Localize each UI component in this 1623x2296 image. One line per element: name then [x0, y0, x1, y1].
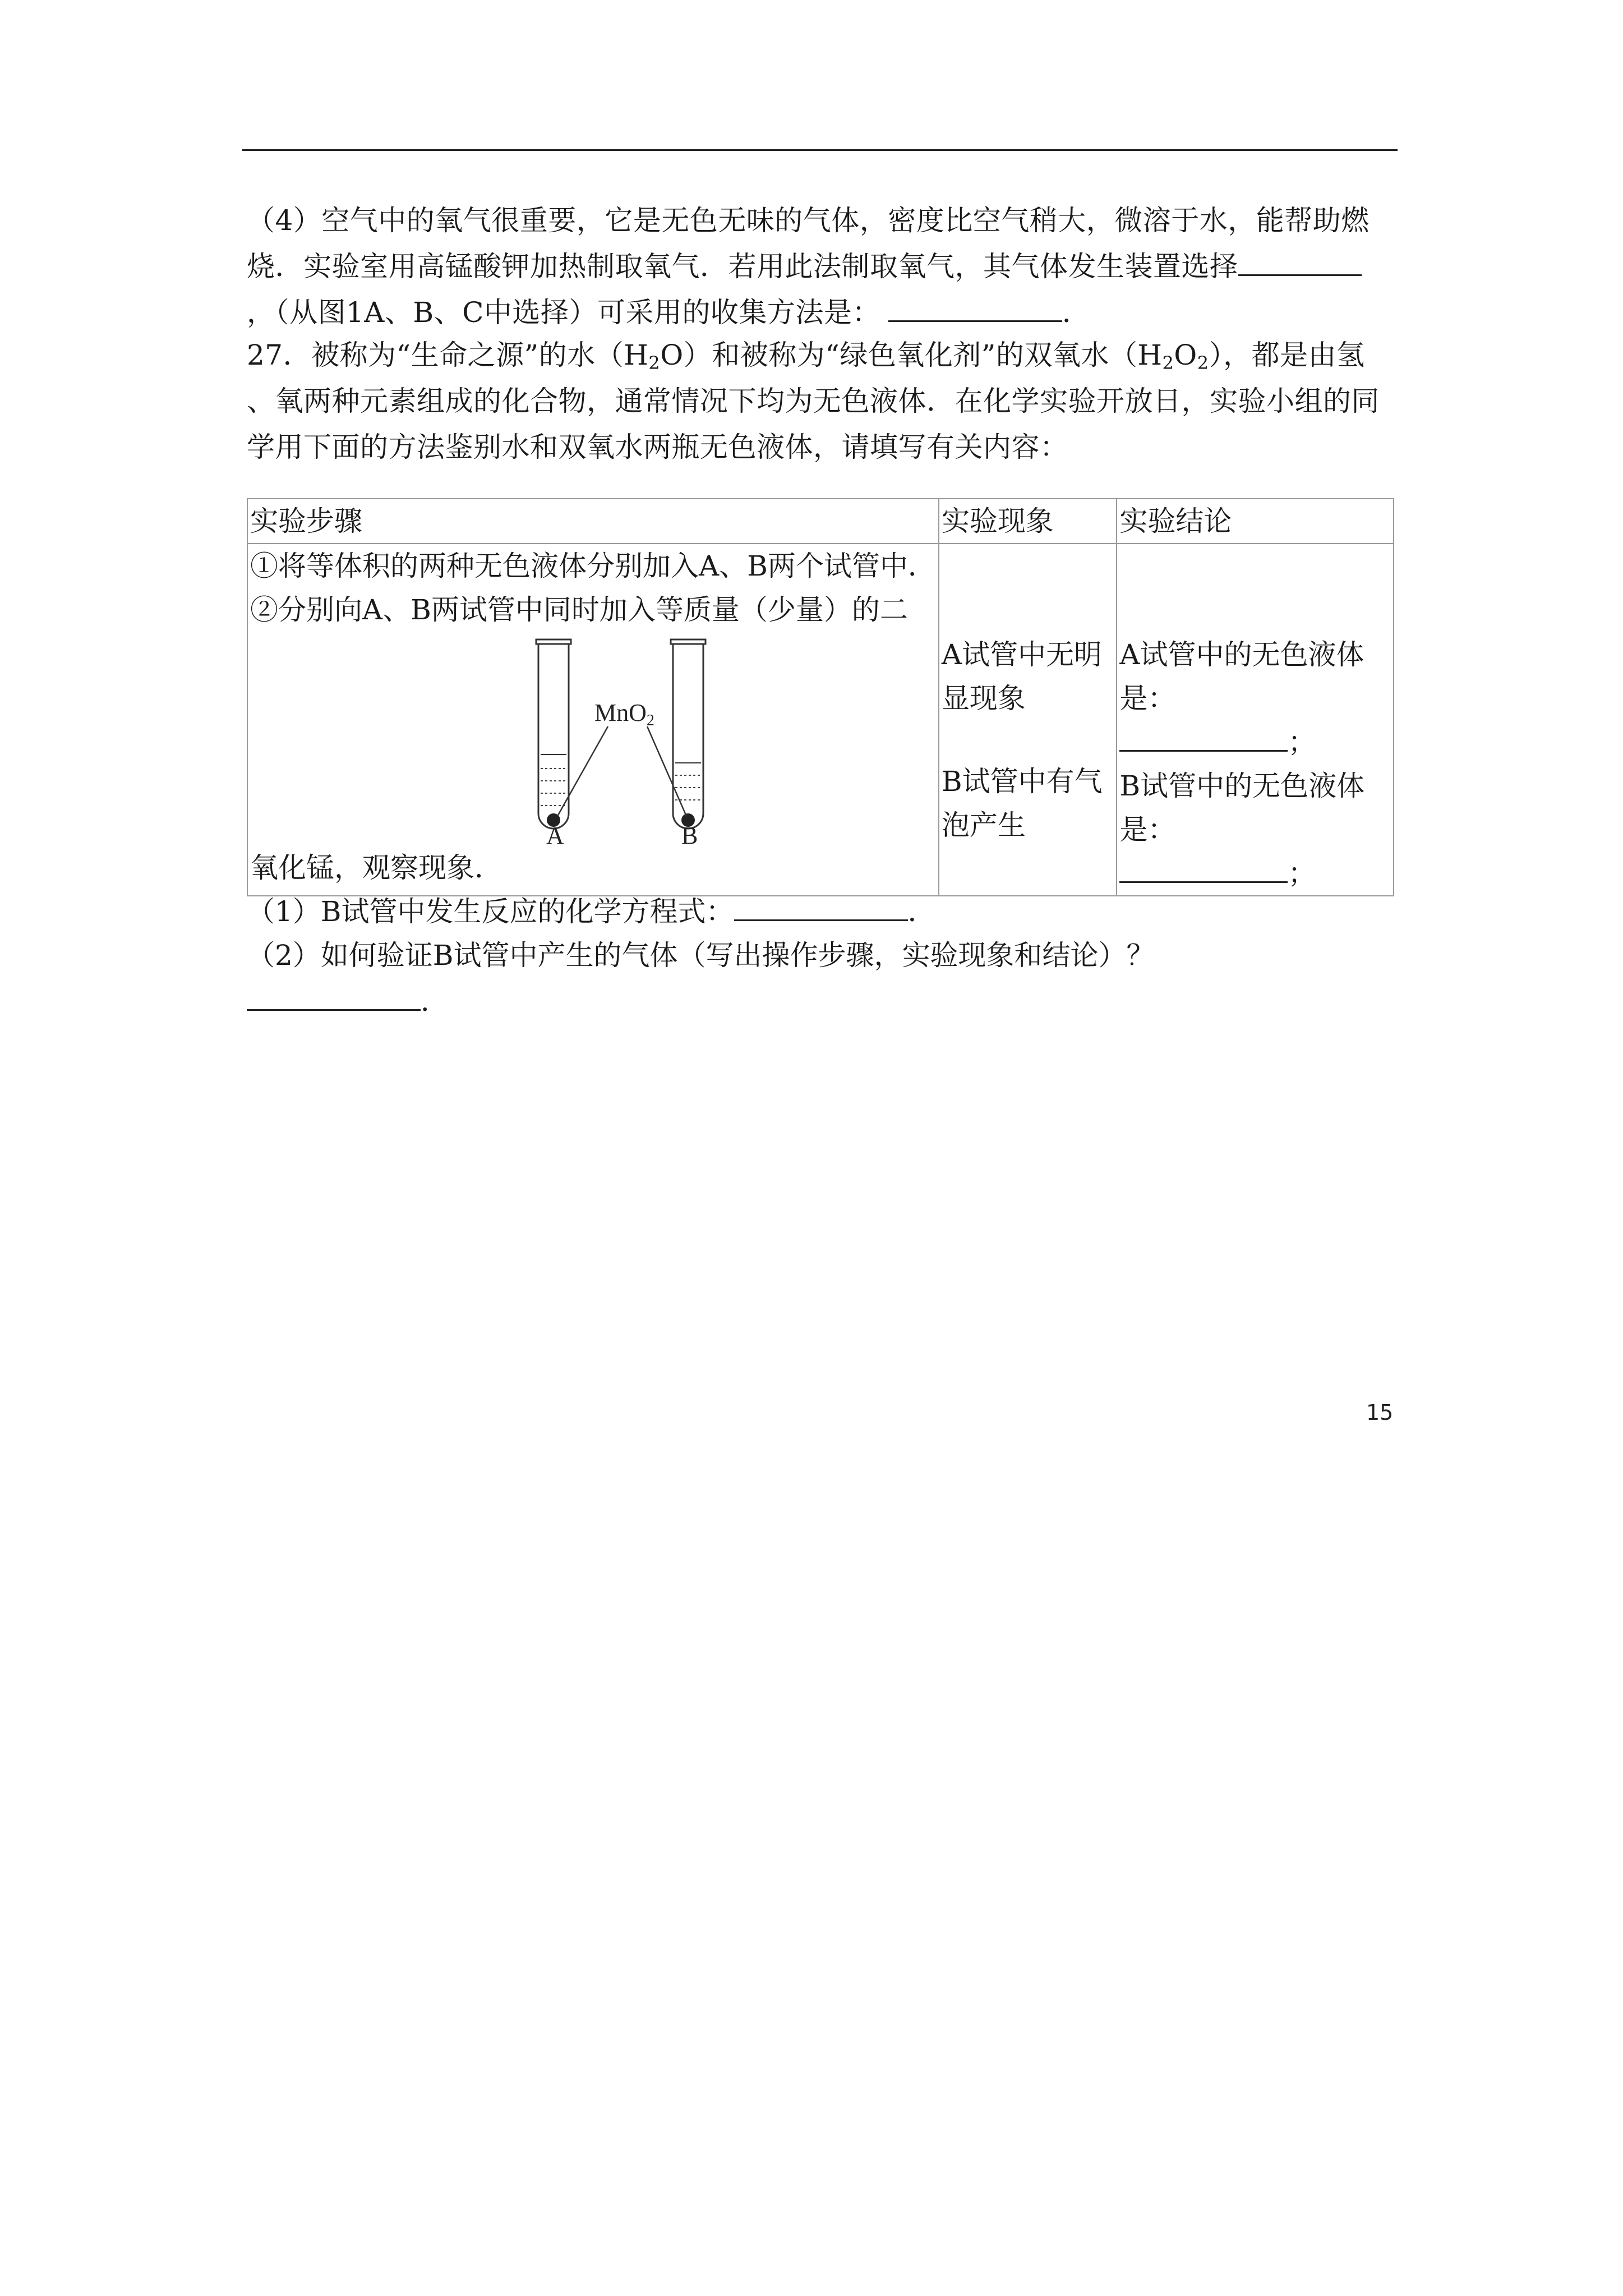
- conclusion-a-line2: 是：: [1119, 682, 1176, 715]
- q26-line1: （4）空气中的氧气很重要，它是无色无味的气体，密度比空气稍大，微溶于水，能帮助燃: [247, 204, 1370, 237]
- answer-blank-tube-a[interactable]: [1119, 722, 1288, 752]
- test-tubes-figure: [511, 634, 769, 847]
- q27-line3: 学用下面的方法鉴别水和双氧水两瓶无色液体，请填写有关内容：: [247, 431, 1068, 463]
- semicolon: ；: [1288, 857, 1316, 890]
- observation-b-line2: 泡产生: [941, 809, 1026, 841]
- step-1: ①将等体积的两种无色液体分别加入A、B两个试管中．: [250, 550, 936, 582]
- sub-question-2-answer: [247, 978, 1391, 1024]
- header-observation: 实验现象: [939, 499, 1117, 544]
- q26-part4: [247, 197, 1391, 335]
- cell-steps: [247, 544, 939, 896]
- conclusion-a: [1119, 544, 1391, 764]
- q26-line2: [247, 243, 1391, 289]
- cell-conclusion: [1117, 544, 1394, 896]
- header-conclusion: 实验结论: [1117, 499, 1394, 544]
- sub-question-2-end: ．: [421, 985, 449, 1018]
- reagent-label: MnO2: [594, 699, 654, 729]
- sub-question-1-end: ．: [907, 895, 936, 928]
- cell-observation: [939, 544, 1117, 896]
- q26-line3: [247, 289, 1391, 335]
- observation-b: [942, 720, 1114, 847]
- pointer-line-a: [557, 726, 608, 816]
- sub-question-1: [247, 889, 1391, 935]
- table-header-row: [247, 499, 1394, 544]
- table-body-row: [247, 544, 1394, 896]
- q26-end-mark: ．: [1062, 296, 1091, 329]
- observation-a-line2: 显现象: [941, 682, 1026, 715]
- q27-text-b: O）和被称为“绿色氧化剂”的双氧水（H: [660, 339, 1163, 371]
- q27-line1: [247, 332, 1391, 378]
- step-3: 氧化锰，观察现象．: [250, 852, 502, 884]
- header-steps: 实验步骤: [247, 499, 939, 544]
- sub-question-2-text: （2）如何验证B试管中产生的气体（写出操作步骤，实验现象和结论）？: [247, 939, 1155, 972]
- subscript-2: 2: [648, 352, 661, 374]
- answer-blank-apparatus[interactable]: [1238, 246, 1362, 276]
- observation-a-line1: A试管中无明: [941, 638, 1102, 671]
- sub-question-2: [247, 932, 1391, 1024]
- semicolon: ；: [1288, 726, 1316, 758]
- conclusion-b-line1: B试管中的无色液体: [1119, 770, 1365, 802]
- conclusion-b: [1119, 764, 1391, 895]
- q27-text-d: ），都是由氢: [1209, 339, 1365, 371]
- page-number: 15: [1366, 1400, 1394, 1425]
- answer-blank-equation[interactable]: [734, 891, 908, 921]
- q27-text-c: O: [1174, 339, 1197, 371]
- q27-line2: 、氧两种元素组成的化合物，通常情况下均为无色液体．在化学实验开放日，实验小组的同: [247, 385, 1380, 417]
- subscript-2: 2: [1197, 352, 1209, 374]
- q27-stem: [247, 332, 1391, 470]
- answer-blank-tube-b[interactable]: [1119, 853, 1288, 883]
- subscript-2: 2: [1162, 352, 1174, 374]
- header-rule: [242, 149, 1398, 151]
- answer-blank-gas-test[interactable]: [247, 981, 421, 1011]
- q26-line2-text: 烧．实验室用高锰酸钾加热制取氧气．若用此法制取氧气，其气体发生装置选择: [247, 250, 1238, 283]
- pointer-line-b: [647, 726, 686, 816]
- answer-blank-collection-method[interactable]: [888, 292, 1062, 322]
- sub-question-1-text: （1）B试管中发生反应的化学方程式：: [247, 895, 734, 928]
- observation-a: [942, 544, 1114, 720]
- conclusion-a-line1: A试管中的无色液体: [1119, 638, 1364, 671]
- tube-a-label: A: [546, 822, 564, 847]
- step-2: ②分别向A、B两试管中同时加入等质量（少量）的二: [250, 593, 908, 626]
- experiment-table: [247, 498, 1394, 896]
- conclusion-b-line2: 是：: [1119, 813, 1176, 846]
- conclusion-a-answer: [1119, 720, 1391, 764]
- observation-b-line1: B试管中有气: [941, 765, 1103, 798]
- q26-line3-text: ，（从图1A、B、C中选择）可采用的收集方法是：: [247, 296, 880, 329]
- q27-text-a: 27．被称为“生命之源”的水（H: [247, 339, 649, 371]
- test-tube-b: [671, 639, 706, 829]
- tube-b-label: B: [681, 822, 698, 847]
